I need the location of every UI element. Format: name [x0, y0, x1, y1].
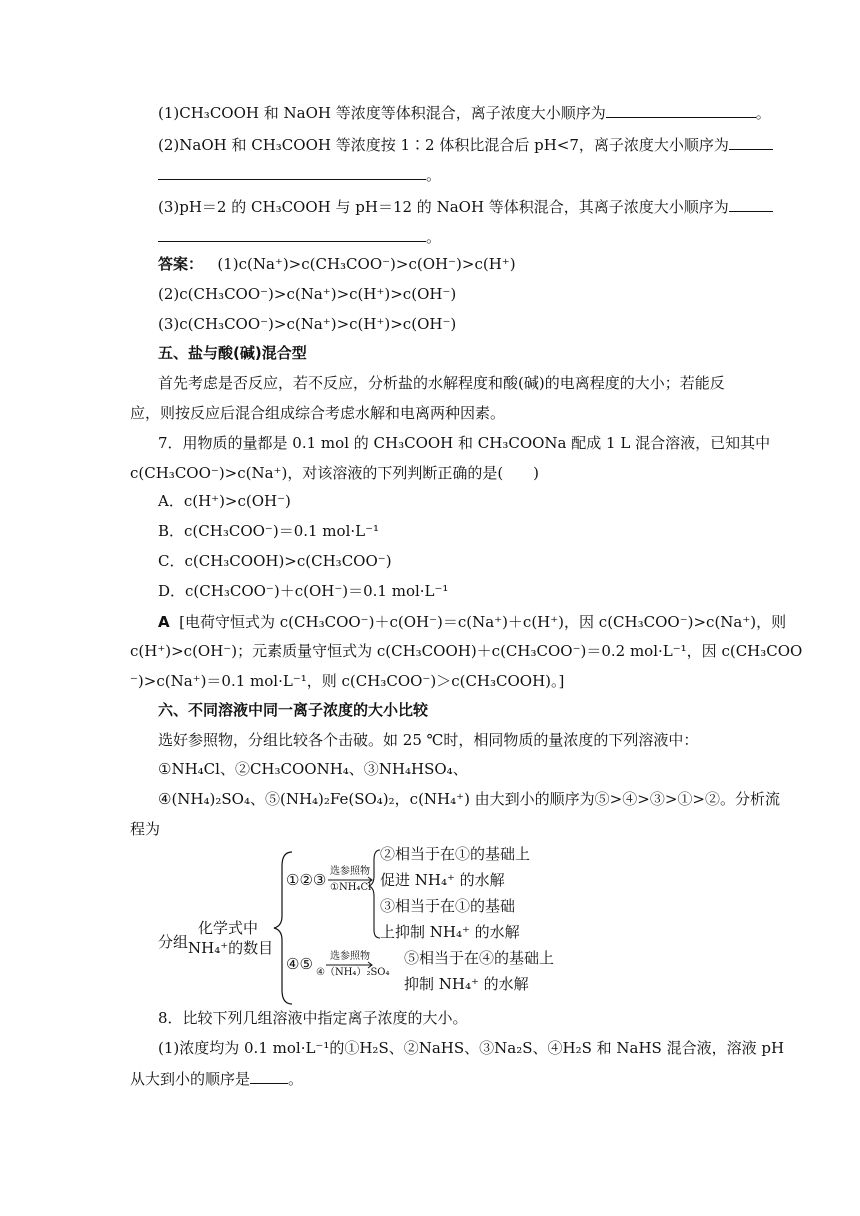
section5-p1: 首先考虑是否反应，若不反应，分析盐的水解程度和酸(碱)的电离程度的大小；若能反	[158, 374, 725, 392]
q1-text: (1)CH₃COOH 和 NaOH 等浓度等体积混合，离子浓度大小顺序为	[158, 104, 606, 122]
group1-brace	[369, 850, 380, 938]
diagram-root-top: 化学式中	[198, 919, 259, 937]
q7-answer-letter: A	[158, 613, 170, 631]
q8-stem: 8．比较下列几组溶液中指定离子浓度的大小。	[158, 1009, 468, 1027]
group2-line-2: 抑制 NH₄⁺ 的水解	[404, 975, 529, 993]
answer-2: (2)c(CH₃COO⁻)>c(Na⁺)>c(H⁺)>c(OH⁻)	[158, 285, 457, 303]
q7-stem-2: c(CH₃COO⁻)>c(Na⁺)，对该溶液的下列判断正确的是( )	[130, 464, 540, 482]
q7-explain-2: c(H⁺)>c(OH⁻)；元素质量守恒式为 c(CH₃COOH)＋c(CH₃COO⁻)＝0.2 mol·L⁻¹，因 c(CH₃COO	[130, 642, 803, 660]
section5-p2: 应，则按反应后混合组成综合考虑水解和电离两种因素。	[130, 404, 506, 422]
group2-arrow-top: 选参照物	[330, 951, 370, 962]
group1-line-4: 上抑制 NH₄⁺ 的水解	[380, 923, 520, 941]
q2-line-b: 。	[158, 164, 441, 185]
section6-heading: 六、不同溶液中同一离子浓度的大小比较	[158, 701, 429, 719]
group2-label: ④⑤	[286, 955, 313, 973]
group1-line-3: ③相当于在①的基础	[380, 897, 516, 915]
q8-p2-line: 从大到小的顺序是 。	[130, 1070, 304, 1088]
group2-arrow-bottom: ④（NH₄）₂SO₄	[316, 967, 390, 978]
section6-p3: ④(NH₄)₂SO₄、⑤(NH₄)₂Fe(SO₄)₂，c(NH₄⁺) 由大到小的顺序为⑤>④>③>①>②。分析流	[158, 790, 780, 808]
q7-explain-3: ⁻)>c(Na⁺)＝0.1 mol·L⁻¹，则 c(CH₃COO⁻)＞c(CH₃COOH)。]	[130, 672, 565, 690]
q8-blank	[250, 1068, 288, 1084]
section6-p2: ①NH₄Cl、②CH₃COONH₄、③NH₄HSO₄、	[158, 760, 468, 778]
q7-explain-1: A [电荷守恒式为 c(CH₃COO⁻)＋c(OH⁻)＝c(Na⁺)＋c(H⁺)，因 c(CH₃COO⁻)>c(Na⁺)，则	[158, 613, 787, 631]
group1-arrow-bottom: ①NH₄Cl	[330, 882, 372, 893]
q8-p1: (1)浓度均为 0.1 mol·L⁻¹的①H₂S、②NaHS、③Na₂S、④H₂S 和 NaHS 混合液，溶液 pH	[158, 1039, 785, 1057]
answers-label: 答案：	[158, 255, 204, 273]
answer-3: (3)c(CH₃COO⁻)>c(Na⁺)>c(H⁺)>c(OH⁻)	[158, 315, 457, 333]
q7-option-d: D．c(CH₃COO⁻)＋c(OH⁻)＝0.1 mol·L⁻¹	[158, 582, 449, 600]
q7-stem-1: 7．用物质的量都是 0.1 mol 的 CH₃COOH 和 CH₃COONa 配成 1 L 混合溶液，已知其中	[158, 434, 771, 452]
group1-line-2: 促进 NH₄⁺ 的水解	[380, 871, 505, 889]
q1-line: (1)CH₃COOH 和 NaOH 等浓度等体积混合，离子浓度大小顺序为 。	[158, 104, 771, 122]
group1-arrow-top: 选参照物	[330, 866, 370, 877]
section6-p1: 选好参照物，分组比较各个击破。如 25 ℃时，相同物质的量浓度的下列溶液中：	[158, 731, 699, 749]
group2-line-1: ⑤相当于在④的基础上	[404, 949, 555, 967]
q7-option-b: B．c(CH₃COO⁻)＝0.1 mol·L⁻¹	[158, 522, 380, 540]
q7-option-c: C．c(CH₃COOH)>c(CH₃COO⁻)	[158, 552, 392, 570]
group1-label: ①②③	[286, 871, 327, 889]
q3-text: (3)pH＝2 的 CH₃COOH 与 pH＝12 的 NaOH 等体积混合，其离子浓度大小顺序为	[158, 198, 729, 216]
group1-line-1: ②相当于在①的基础上	[380, 845, 531, 863]
answer-1: (1)c(Na⁺)>c(CH₃COO⁻)>c(OH⁻)>c(H⁺)	[217, 255, 516, 273]
q2-text: (2)NaOH 和 CH₃COOH 等浓度按 1∶2 体积比混合后 pH<7，离子浓度大小顺序为	[158, 136, 729, 154]
q8-p2: 从大到小的顺序是	[130, 1070, 251, 1088]
section5-heading: 五、盐与酸(碱)混合型	[158, 344, 307, 362]
q3-line-b: 。	[158, 226, 441, 247]
q7-option-a: A．c(H⁺)>c(OH⁻)	[158, 492, 291, 510]
section6-p4: 程为	[130, 820, 161, 838]
diagram-root-bottom: NH₄⁺的数目	[188, 939, 274, 957]
diagram-root-label: 分组	[158, 933, 189, 951]
